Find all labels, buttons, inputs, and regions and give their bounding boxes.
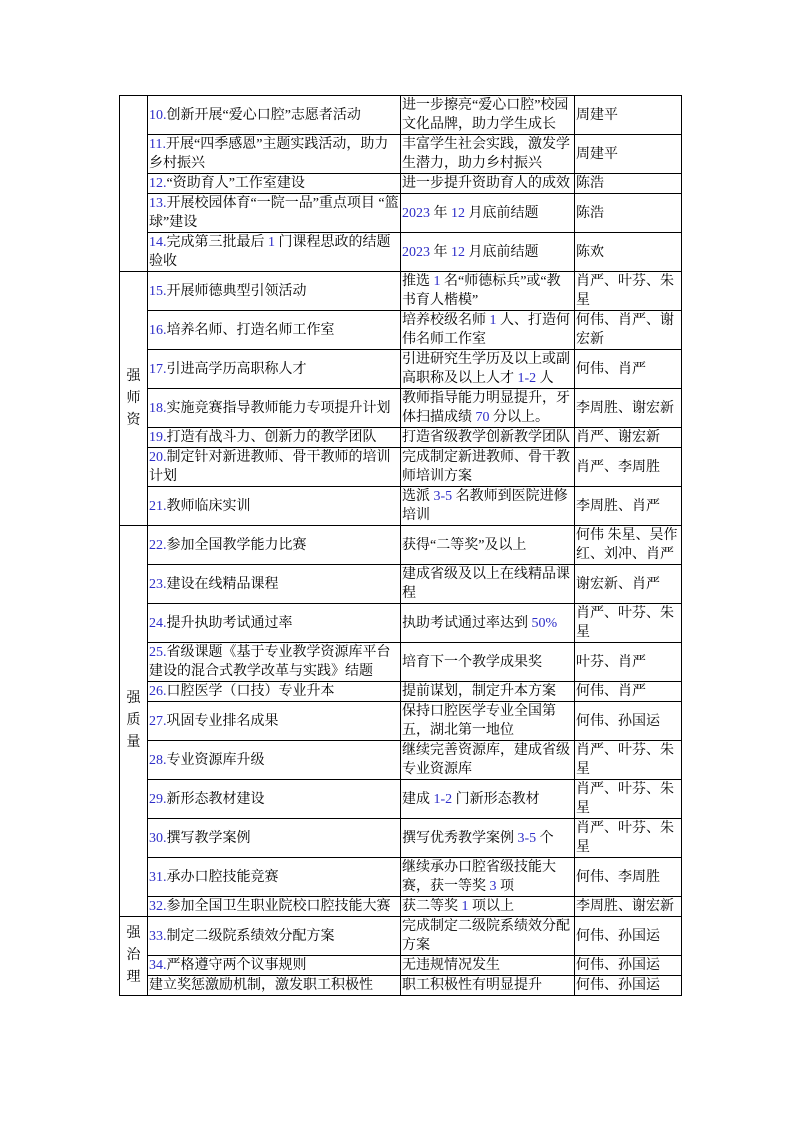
target-cell: 继续承办口腔省级技能大赛，获一等奖 3 项: [401, 858, 575, 897]
person-cell: 肖严、谢宏新: [575, 428, 682, 448]
task-cell: 16.培养名师、打造名师工作室: [148, 311, 401, 350]
task-cell: 34.严格遵守两个议事规则: [148, 956, 401, 976]
target-cell: 完成制定二级院系绩效分配方案: [401, 917, 575, 956]
person-cell: 何伟、孙国运: [575, 917, 682, 956]
target-cell: 打造省级教学创新教学团队: [401, 428, 575, 448]
person-cell: 李周胜、谢宏新: [575, 897, 682, 917]
table-row: [120, 194, 682, 233]
target-cell: 继续完善资源库，建成省级专业资源库: [401, 741, 575, 780]
task-number: 12.: [149, 176, 167, 191]
target-cell: 教师指导能力明显提升，牙体扫描成绩 70 分以上。: [401, 389, 575, 428]
person-cell: 陈欢: [575, 233, 682, 272]
person-cell: 何伟 朱星、吴作红、刘冲、肖严: [575, 526, 682, 565]
task-number: 13.: [149, 196, 167, 211]
table-row: [120, 858, 682, 897]
person-cell: 周建平: [575, 96, 682, 135]
person-cell: 肖严、叶芬、朱星: [575, 780, 682, 819]
task-cell: 18.实施竞赛指导教师能力专项提升计划: [148, 389, 401, 428]
task-number: 16.: [149, 322, 167, 338]
work-goals-table: [119, 95, 682, 996]
task-number: 34.: [149, 958, 167, 973]
table-row: [120, 233, 682, 272]
task-cell: 31.承办口腔技能竞赛: [148, 858, 401, 897]
table-row: [120, 956, 682, 976]
task-number: 25.: [149, 645, 167, 660]
table-row: [120, 897, 682, 917]
target-cell: 选派 3-5 名教师到医院进修培训: [401, 487, 575, 526]
category-label: 强质量: [126, 691, 141, 750]
task-cell: 15.开展师德典型引领活动: [148, 272, 401, 311]
task-number: 15.: [149, 283, 167, 299]
table-row: [120, 526, 682, 565]
target-cell: 执助考试通过率达到 50%: [401, 604, 575, 643]
target-cell: 培养校级名师 1 人、打造何伟名师工作室: [401, 311, 575, 350]
person-cell: 肖严、叶芬、朱星: [575, 741, 682, 780]
table-row: [120, 819, 682, 858]
task-cell: 21.教师临床实训: [148, 487, 401, 526]
task-cell: 17.引进高学历高职称人才: [148, 350, 401, 389]
task-number: 19.: [149, 430, 167, 445]
task-cell: 27.巩固专业排名成果: [148, 702, 401, 741]
table-row: [120, 741, 682, 780]
task-cell: 11.开展“四季感恩”主题实践活动，助力乡村振兴: [148, 135, 401, 174]
person-cell: 李周胜、肖严: [575, 487, 682, 526]
target-cell: 保持口腔医学专业全国第五，湖北第一地位: [401, 702, 575, 741]
target-cell: 完成制定新进教师、骨干教师培训方案: [401, 448, 575, 487]
task-number: 33.: [149, 928, 167, 944]
table-row: [120, 135, 682, 174]
task-number: 31.: [149, 869, 167, 885]
person-cell: 陈浩: [575, 174, 682, 194]
task-number: 27.: [149, 713, 167, 729]
category-label: 强治理: [126, 926, 141, 985]
target-cell: 引进研究生学历及以上或副高职称及以上人才 1-2 人: [401, 350, 575, 389]
target-cell: 2023 年 12 月底前结题: [401, 194, 575, 233]
table-row: [120, 917, 682, 956]
task-number: 32.: [149, 899, 167, 914]
target-cell: 进一步提升资助育人的成效: [401, 174, 575, 194]
category-cell: [120, 917, 148, 996]
task-number: 20.: [149, 450, 167, 465]
table-row: [120, 174, 682, 194]
target-cell: 建成省级及以上在线精品课程: [401, 565, 575, 604]
task-cell: 20.制定针对新进教师、骨干教师的培训计划: [148, 448, 401, 487]
table-row: [120, 780, 682, 819]
table-row: [120, 682, 682, 702]
person-cell: 何伟、李周胜: [575, 858, 682, 897]
category-cell: [120, 272, 148, 526]
person-cell: 何伟、肖严: [575, 350, 682, 389]
table-row: [120, 96, 682, 135]
person-cell: 陈浩: [575, 194, 682, 233]
task-cell: 14.完成第三批最后 1 门课程思政的结题验收: [148, 233, 401, 272]
person-cell: 李周胜、谢宏新: [575, 389, 682, 428]
goals-table-body: [120, 96, 682, 996]
category-cell: [120, 526, 148, 917]
target-cell: 提前谋划，制定升本方案: [401, 682, 575, 702]
person-cell: 谢宏新、肖严: [575, 565, 682, 604]
task-cell: 19.打造有战斗力、创新力的教学团队: [148, 428, 401, 448]
table-row: [120, 428, 682, 448]
person-cell: 肖严、叶芬、朱星: [575, 819, 682, 858]
target-cell: 无违规情况发生: [401, 956, 575, 976]
target-cell: 2023 年 12 月底前结题: [401, 233, 575, 272]
target-cell: 获二等奖 1 项以上: [401, 897, 575, 917]
task-cell: 13.开展校园体育“一院一品”重点项目 “篮球”建设: [148, 194, 401, 233]
target-cell: 培育下一个教学成果奖: [401, 643, 575, 682]
table-row: [120, 565, 682, 604]
category-label: 强师资: [126, 368, 141, 428]
task-cell: 25.省级课题《基于专业教学资源库平台建设的混合式教学改革与实践》结题: [148, 643, 401, 682]
task-cell: 29.新形态教材建设: [148, 780, 401, 819]
task-cell: 12.“资助育人”工作室建设: [148, 174, 401, 194]
table-row: [120, 311, 682, 350]
task-number: 26.: [149, 684, 167, 699]
task-number: 11.: [149, 137, 166, 152]
person-cell: 肖严、叶芬、朱星: [575, 604, 682, 643]
table-row: [120, 448, 682, 487]
target-cell: 获得“二等奖”及以上: [401, 526, 575, 565]
task-cell: 32.参加全国卫生职业院校口腔技能大赛: [148, 897, 401, 917]
table-row: [120, 702, 682, 741]
person-cell: 何伟、肖严、谢宏新: [575, 311, 682, 350]
person-cell: 肖严、李周胜: [575, 448, 682, 487]
target-cell: 丰富学生社会实践，激发学生潜力，助力乡村振兴: [401, 135, 575, 174]
target-cell: 建成 1-2 门新形态教材: [401, 780, 575, 819]
task-number: 28.: [149, 752, 167, 768]
table-row: [120, 976, 682, 996]
table-row: [120, 604, 682, 643]
table-row: [120, 350, 682, 389]
person-cell: 叶芬、肖严: [575, 643, 682, 682]
target-cell: 职工积极性有明显提升: [401, 976, 575, 996]
task-number: 23.: [149, 576, 167, 592]
task-number: 10.: [149, 107, 167, 123]
target-cell: 推选 1 名“师德标兵”或“教书育人楷模”: [401, 272, 575, 311]
task-cell: 28.专业资源库升级: [148, 741, 401, 780]
person-cell: 何伟、肖严: [575, 682, 682, 702]
category-cell: [120, 96, 148, 272]
table-row: [120, 272, 682, 311]
task-number: 17.: [149, 361, 167, 377]
table-row: [120, 487, 682, 526]
task-number: 22.: [149, 537, 167, 553]
person-cell: 何伟、孙国运: [575, 956, 682, 976]
task-cell: 33.制定二级院系绩效分配方案: [148, 917, 401, 956]
table-row: [120, 643, 682, 682]
task-cell: 23.建设在线精品课程: [148, 565, 401, 604]
task-number: 29.: [149, 791, 167, 807]
target-cell: 进一步擦亮“爱心口腔”校园文化品牌，助力学生成长: [401, 96, 575, 135]
task-number: 14.: [149, 235, 167, 250]
task-cell: 10.创新开展“爱心口腔”志愿者活动: [148, 96, 401, 135]
task-number: 18.: [149, 400, 167, 416]
person-cell: 何伟、孙国运: [575, 702, 682, 741]
task-cell: 24.提升执助考试通过率: [148, 604, 401, 643]
person-cell: 周建平: [575, 135, 682, 174]
task-cell: 建立奖惩激励机制，激发职工积极性: [148, 976, 401, 996]
task-cell: 26.口腔医学（口技）专业升本: [148, 682, 401, 702]
task-number: 30.: [149, 830, 167, 846]
person-cell: 肖严、叶芬、朱星: [575, 272, 682, 311]
task-cell: 30.撰写教学案例: [148, 819, 401, 858]
task-cell: 22.参加全国教学能力比赛: [148, 526, 401, 565]
target-cell: 撰写优秀教学案例 3-5 个: [401, 819, 575, 858]
task-number: 21.: [149, 498, 167, 514]
person-cell: 何伟、孙国运: [575, 976, 682, 996]
task-number: 24.: [149, 615, 167, 631]
table-row: [120, 389, 682, 428]
